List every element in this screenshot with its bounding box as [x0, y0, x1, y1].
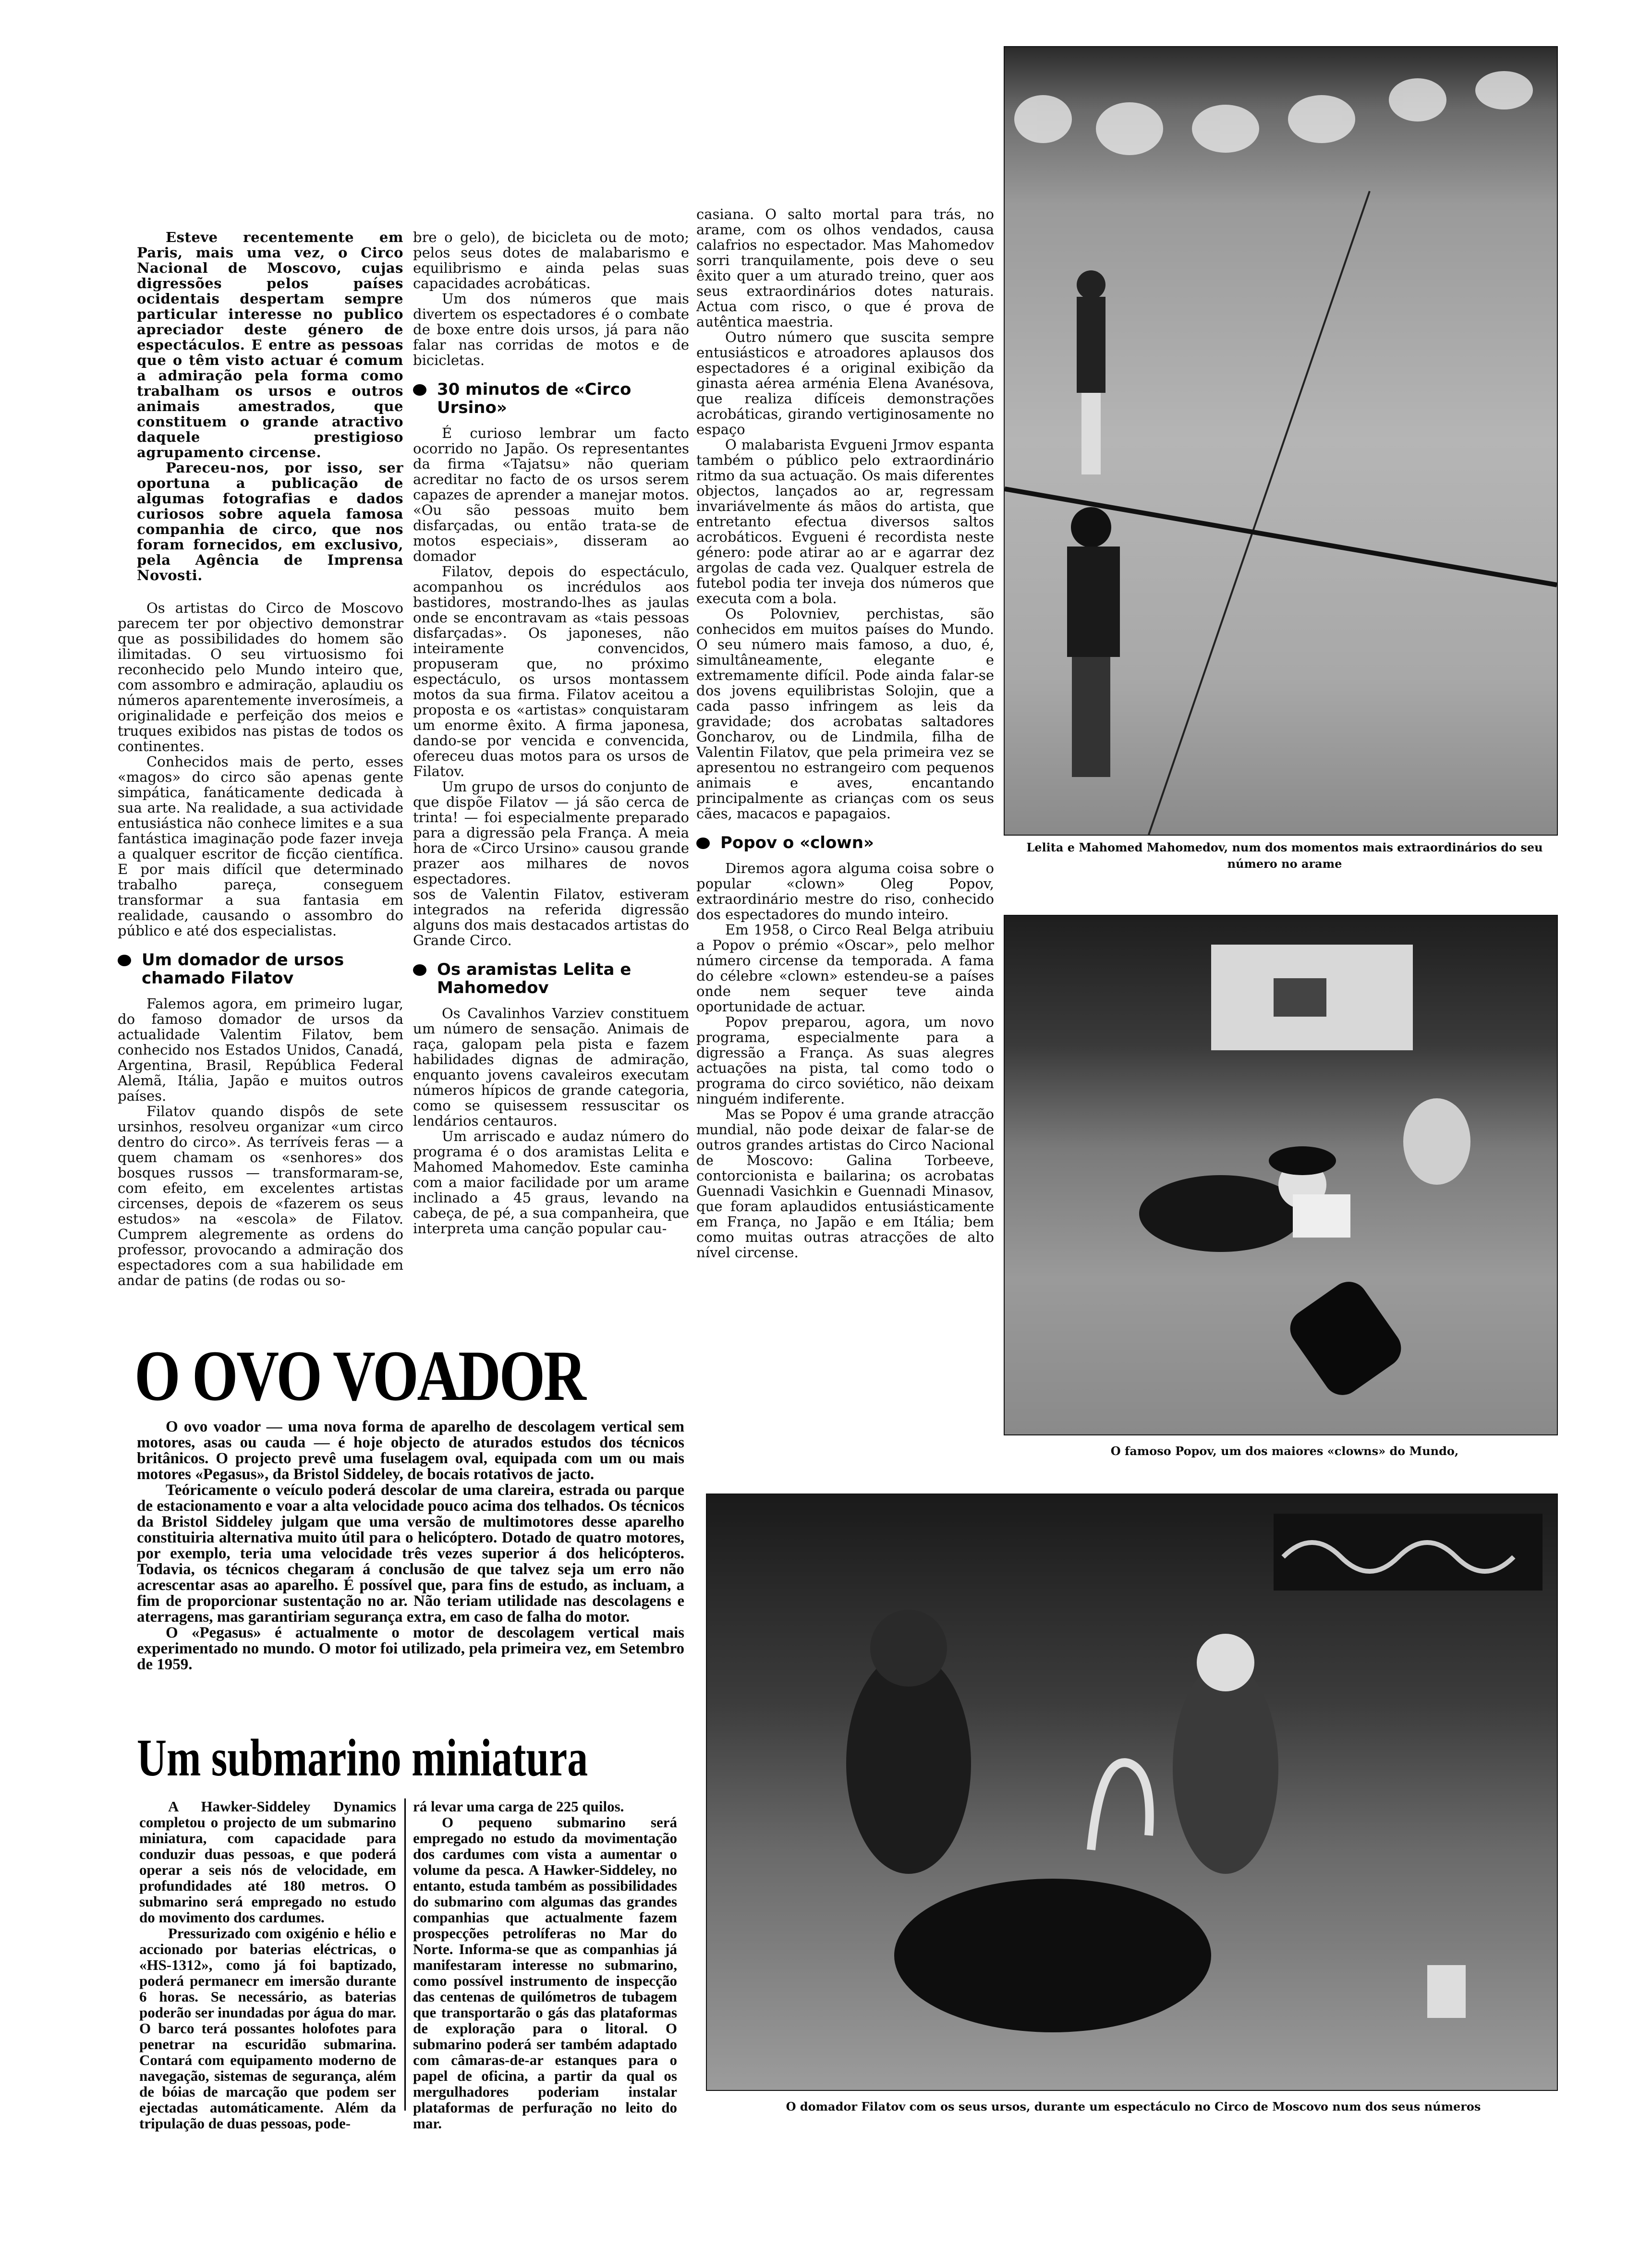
ovo-voador-headline: O OVO VOADOR — [134, 1336, 585, 1416]
paragraph: Outro número que suscita sempre entusiásticos e atroadores aplausos dos espectadores é a original exibição da ginasta aérea arménia Elena Avanésova, que realiza difíceis demonstrações acrobáticas, girando vertiginosamente no espaço — [696, 329, 994, 437]
intro-lead — [118, 230, 403, 583]
paragraph: Os Cavalinhos Varziev constituem um número de sensação. Animais de raça, galopam pela pista e fazem habilidades dignas de admiração, enquanto jovens cavaleiros executam números hípicos de grande categoria, como se quisessem ressuscitar os lendários centauros. — [413, 1005, 689, 1129]
submarino-headline: Um submarino miniatura — [137, 1728, 588, 1787]
photo-aramistas — [1004, 46, 1558, 836]
column-2 — [413, 230, 689, 1236]
caption-aramistas: Lelita e Mahomed Mahomedov, num dos momentos mais extraordinários do seu número no arame — [1026, 840, 1543, 871]
column-divider — [404, 1798, 406, 2111]
photo-popov — [1004, 915, 1558, 1435]
bullet-icon — [696, 838, 710, 849]
submarino-column-b — [413, 1798, 677, 2131]
paragraph: Conhecidos mais de perto, esses «magos» do circo são apenas gente simpática, fanáticamente dedicada à sua arte. Na realidade, a sua actividade entusiástica não conhece limites e a sua fantástica imaginação pode fazer inveja a qualquer escritor de ficção científica. E por mais difícil que determinado trabalho pareça, conseguem transformar a sua fantasia em realidade, causando o assombro do público e até dos especialistas. — [118, 753, 403, 939]
paragraph: Em 1958, o Circo Real Belga atribuiu a Popov o prémio «Oscar», pelo melhor número circense da temporada. A fama do célebre «clown» estendeu-se a países onde nem sequer teve ainda oportunidade de actuar. — [696, 922, 994, 1015]
paragraph: O «Pegasus» é actualmente o motor de descolagem vertical mais experimentado no mundo. O motor foi utilizado, pela primeira vez, em Setembro de 1959. — [137, 1624, 684, 1673]
paragraph: Popov preparou, agora, um novo programa, especialmente para a digressão a França. As suas alegres actuações na pista, tal como todo o programa do circo soviético, não deixam ninguém indiferente. — [696, 1014, 994, 1107]
paragraph: É curioso lembrar um facto ocorrido no Japão. Os representantes da firma «Tajatsu» não queriam acreditar no facto de os ursos serem capazes de aprender a manejar motos. «Ou são pessoas muito bem disfarçadas, ou então trata-se de motos especiais», disseram ao domador — [413, 425, 689, 564]
section-heading-circo-ursino: 30 minutos de «Circo Ursino» — [413, 380, 689, 417]
paragraph: A Hawker-Siddeley Dynamics completou o projecto de um submarino miniatura, com capacidade para conduzir duas pessoas, e que poderá operar a seis nós de velocidade, em profundidades até 180 metros. O submarino será empregado no estudo do movimento dos cardumes. — [139, 1798, 396, 1926]
photo-filatov-ursos — [706, 1494, 1558, 2091]
caption-popov: O famoso Popov, um dos maiores «clowns» do Mundo, — [1110, 1444, 1459, 1458]
paragraph: Um arriscado e audaz número do programa é o dos aramistas Lelita e Mahomed Mahomedov. Este caminha com a maior facilidade por um arame inclinado a 45 graus, levando na cabeça, de pé, a sua companheira, que interpreta uma canção popular cau- — [413, 1128, 689, 1237]
intro-paragraph: Pareceu-nos, por isso, ser oportuna a publicação de algumas fotografias e dados curiosos sobre aquela famosa companhia de circo, que nos foram fornecidos, em exclusivo, pela Agência de Imprensa Novosti. — [137, 460, 403, 583]
photo-popov-scene — [1005, 916, 1557, 1434]
paragraph: O malabarista Evgueni Jrmov espanta também o público pelo extraordinário ritmo da sua actuação. Os mais diferentes objectos, lançados ao ar, regressam invariávelmente ás mãos do artista, que entretanto efectua diversos saltos acrobáticos. Evgueni é recordista neste género: pode atirar ao ar e agarrar dez argolas de cada vez. Qualquer estrela de futebol podia ter inveja dos números que executa com a bola. — [696, 437, 994, 607]
paragraph: Mas se Popov é uma grande atracção mundial, não pode deixar de falar-se de outros grandes artistas do Circo Nacional de Moscovo: Galina Torbeeve, contorcionista e bailarina; os acrobatas Guennadi Vasichkin e Guennadi Minasov, que foram aplaudidos entusiásticamente em França, no Japão e em Itália; bem como muitas outras atracções de alto nível circense. — [696, 1106, 994, 1261]
caption-filatov: O domador Filatov com os seus ursos, durante um espectáculo no Circo de Moscovo num dos seus números — [786, 2100, 1481, 2113]
bullet-icon — [413, 964, 426, 976]
paragraph: Os artistas do Circo de Moscovo parecem ter por objectivo demonstrar que as possibilidades do homem são ilimitadas. O seu virtuosismo foi reconhecido pelo Mundo inteiro que, com assombro e admiração, aplaudiu os números aparentemente inverosímeis, a originalidade e perfeição dos meios e truques exibidos nas pistas de todos os continentes. — [118, 600, 403, 754]
paragraph: O pequeno submarino será empregado no estudo da movimentação dos cardumes com vista a aumentar o volume da pesca. A Hawker-Siddeley, no entanto, estuda também as possibilidades do submarino com algumas das grandes companhias que actualmente fazem prospecções petrolíferas no Mar do Norte. Informa-se que as companhias já manifestaram interesse no submarino, como possível instrumento de inspecção das centenas de quilómetros de tubagem que transportarão o gás das plataformas de exploração para o litoral. O submarino poderá ser também adaptado com câmaras-de-ar estanques para o papel de oficina, a partir da qual os mergulhadores poderiam instalar plataformas de perfuração no leito do mar. — [413, 1814, 677, 2132]
paragraph: Diremos agora alguma coisa sobre o popular «clown» Oleg Popov, extraordinário mestre do riso, conhecido dos espectadores do mundo inteiro. — [696, 860, 994, 923]
paragraph: Pressurizado com oxigénio e hélio e accionado por baterias eléctricas, o «HS-1312», como já foi baptizado, poderá permanecr em imersão durante 6 horas. Se necessário, as baterias poderão ser inundadas por água do mar. O barco terá possantes holofotes para penetrar na escuridão submarina. Contará com equipamento moderno de navegação, sistemas de segurança, além de bóias de marcação que podem ser ejectadas automáticamente. Além da tripulação de duas pessoas, pode- — [139, 1925, 396, 2132]
section-heading-popov: Popov o «clown» — [696, 834, 994, 852]
paragraph: casiana. O salto mortal para trás, no arame, com os olhos vendados, causa calafrios no espectador. Mas Mahomedov sorri tranquilamente, pois deve o seu êxito quer a um aturado treino, quer aos seus extraordinários dotes naturais. Actua com risco, o que é prova de autêntica maestria. — [696, 206, 994, 330]
paragraph: Os Polovniev, perchistas, são conhecidos em muitos países do Mundo. O seu número mais famoso, a duo, é, simultâneamente, elegante e extremamente difícil. Pode ainda falar-se dos jovens equilibristas Solojin, que a cada passo infringem as leis da gravidade; dos acrobatas saltadores Goncharov, ou de Lindmila, filha de Valentin Filatov, que pela primeira vez se apresentou no estrangeiro com pequenos animais e aves, encantando principalmente as crianças com os seus cães, macacos e papagaios. — [696, 606, 994, 822]
paragraph: Um grupo de ursos do conjunto de que dispõe Filatov — já são cerca de trinta! — foi especialmente preparado para a digressão pela França. A meia hora de «Circo Ursino» causou grande prazer aos milhares de novos espectadores. — [413, 778, 689, 887]
ovo-voador-article — [137, 1419, 684, 1673]
submarino-column-a — [139, 1798, 396, 2131]
paragraph: O ovo voador — uma nova forma de aparelho de descolagem vertical sem motores, asas ou cauda — é hoje objecto de aturados estudos dos técnicos britânicos. O projecto prevê uma fuselagem oval, equipada com um ou mais motores «Pegasus», da Bristol Siddeley, de bocais rotativos de jacto. — [137, 1418, 684, 1483]
paragraph: Falemos agora, em primeiro lugar, do famoso domador de ursos da actualidade Valentim Filatov, bem conhecido nos Estados Unidos, Canadá, Argentina, Brasil, República Federal Alemã, Itália, Japão e muitos outros países. — [118, 996, 403, 1104]
paragraph: sos de Valentin Filatov, estiveram integrados na referida digressão alguns dos mais destacados artistas do Grande Circo. — [413, 886, 689, 948]
bullet-icon — [118, 955, 131, 966]
paragraph: Teóricamente o veículo poderá descolar de uma clareira, estrada ou parque de estacionamento e voar a alta velocidade pouco acima dos telhados. Os técnicos da Bristol Siddeley julgam que uma versão de multimotores desse aparelho constituiria alternativa muito útil para o helicóptero. Dotado de quatro motores, por exemplo, teria uma velocidade três vezes superior á dos helicópteros. Todavia, os técnicos chegaram á conclusão de que talvez seja um erro não acrescentar asas ao aparelho. É possível que, para fins de estudo, as incluam, a fim de proporcionar sustentação no ar. Não teriam utilidade nas descolagens e aterragens, mas garantiriam segurança extra, em caso de falha do motor. — [137, 1482, 684, 1626]
column-1 — [118, 230, 403, 1288]
photo-aramistas-scene — [1005, 47, 1557, 835]
paragraph: Filatov quando dispôs de sete ursinhos, resolveu organizar «um circo dentro do circo». As terríveis feras — a quem chamam os «senhores» dos bosques russos — transformaram-se, com efeito, em excelentes artistas circenses, depois de «fazerem os seus estudos» na «escola» de Filatov. Cumprem alegremente as ordens do professor, provocando a admiração dos espectadores com a sua habilidade em andar de patins (de rodas ou so- — [118, 1103, 403, 1288]
paragraph: bre o gelo), de bicicleta ou de moto; pelos seus dotes de malabarismo e equilibrismo e ainda pelas suas capacidades acrobáticas. — [413, 229, 689, 291]
column-3 — [696, 206, 994, 1260]
section-heading-filatov: Um domador de ursos chamado Filatov — [118, 951, 403, 987]
bullet-icon — [413, 384, 426, 396]
paragraph: Filatov, depois do espectáculo, acompanhou os incrédulos aos bastidores, mostrando-lhes as jaulas onde se encontravam as «tais pessoas disfarçadas». Os japoneses, não inteiramente convencidos, propuseram que, no próximo espectáculo, os ursos montassem motos da sua firma. Filatov aceitou a proposta e os «artistas» conquistaram um enorme êxito. A firma japonesa, dando-se por vencida e convencida, ofereceu duas motos para os ursos de Filatov. — [413, 563, 689, 779]
intro-paragraph: Esteve recentemente em Paris, mais uma vez, o Circo Nacional de Moscovo, cujas digressões pelos países ocidentais despertam sempre particular interesse no publico apreciador deste género de espectáculos. E entre as pessoas que o têm visto actuar é comum a admiração pela forma como trabalham os ursos e outros animais amestrados, que constituem o grande atractivo daquele prestigioso agrupamento circense. — [137, 229, 403, 461]
section-heading-aramistas: Os aramistas Lelita e Mahomedov — [413, 960, 689, 997]
photo-filatov-scene — [707, 1494, 1557, 2090]
paragraph: rá levar uma carga de 225 quilos. — [413, 1798, 624, 1815]
paragraph: Um dos números que mais divertem os espectadores é o combate de boxe entre dois ursos, já para não falar nas corridas de motos e de bicicletas. — [413, 291, 689, 368]
